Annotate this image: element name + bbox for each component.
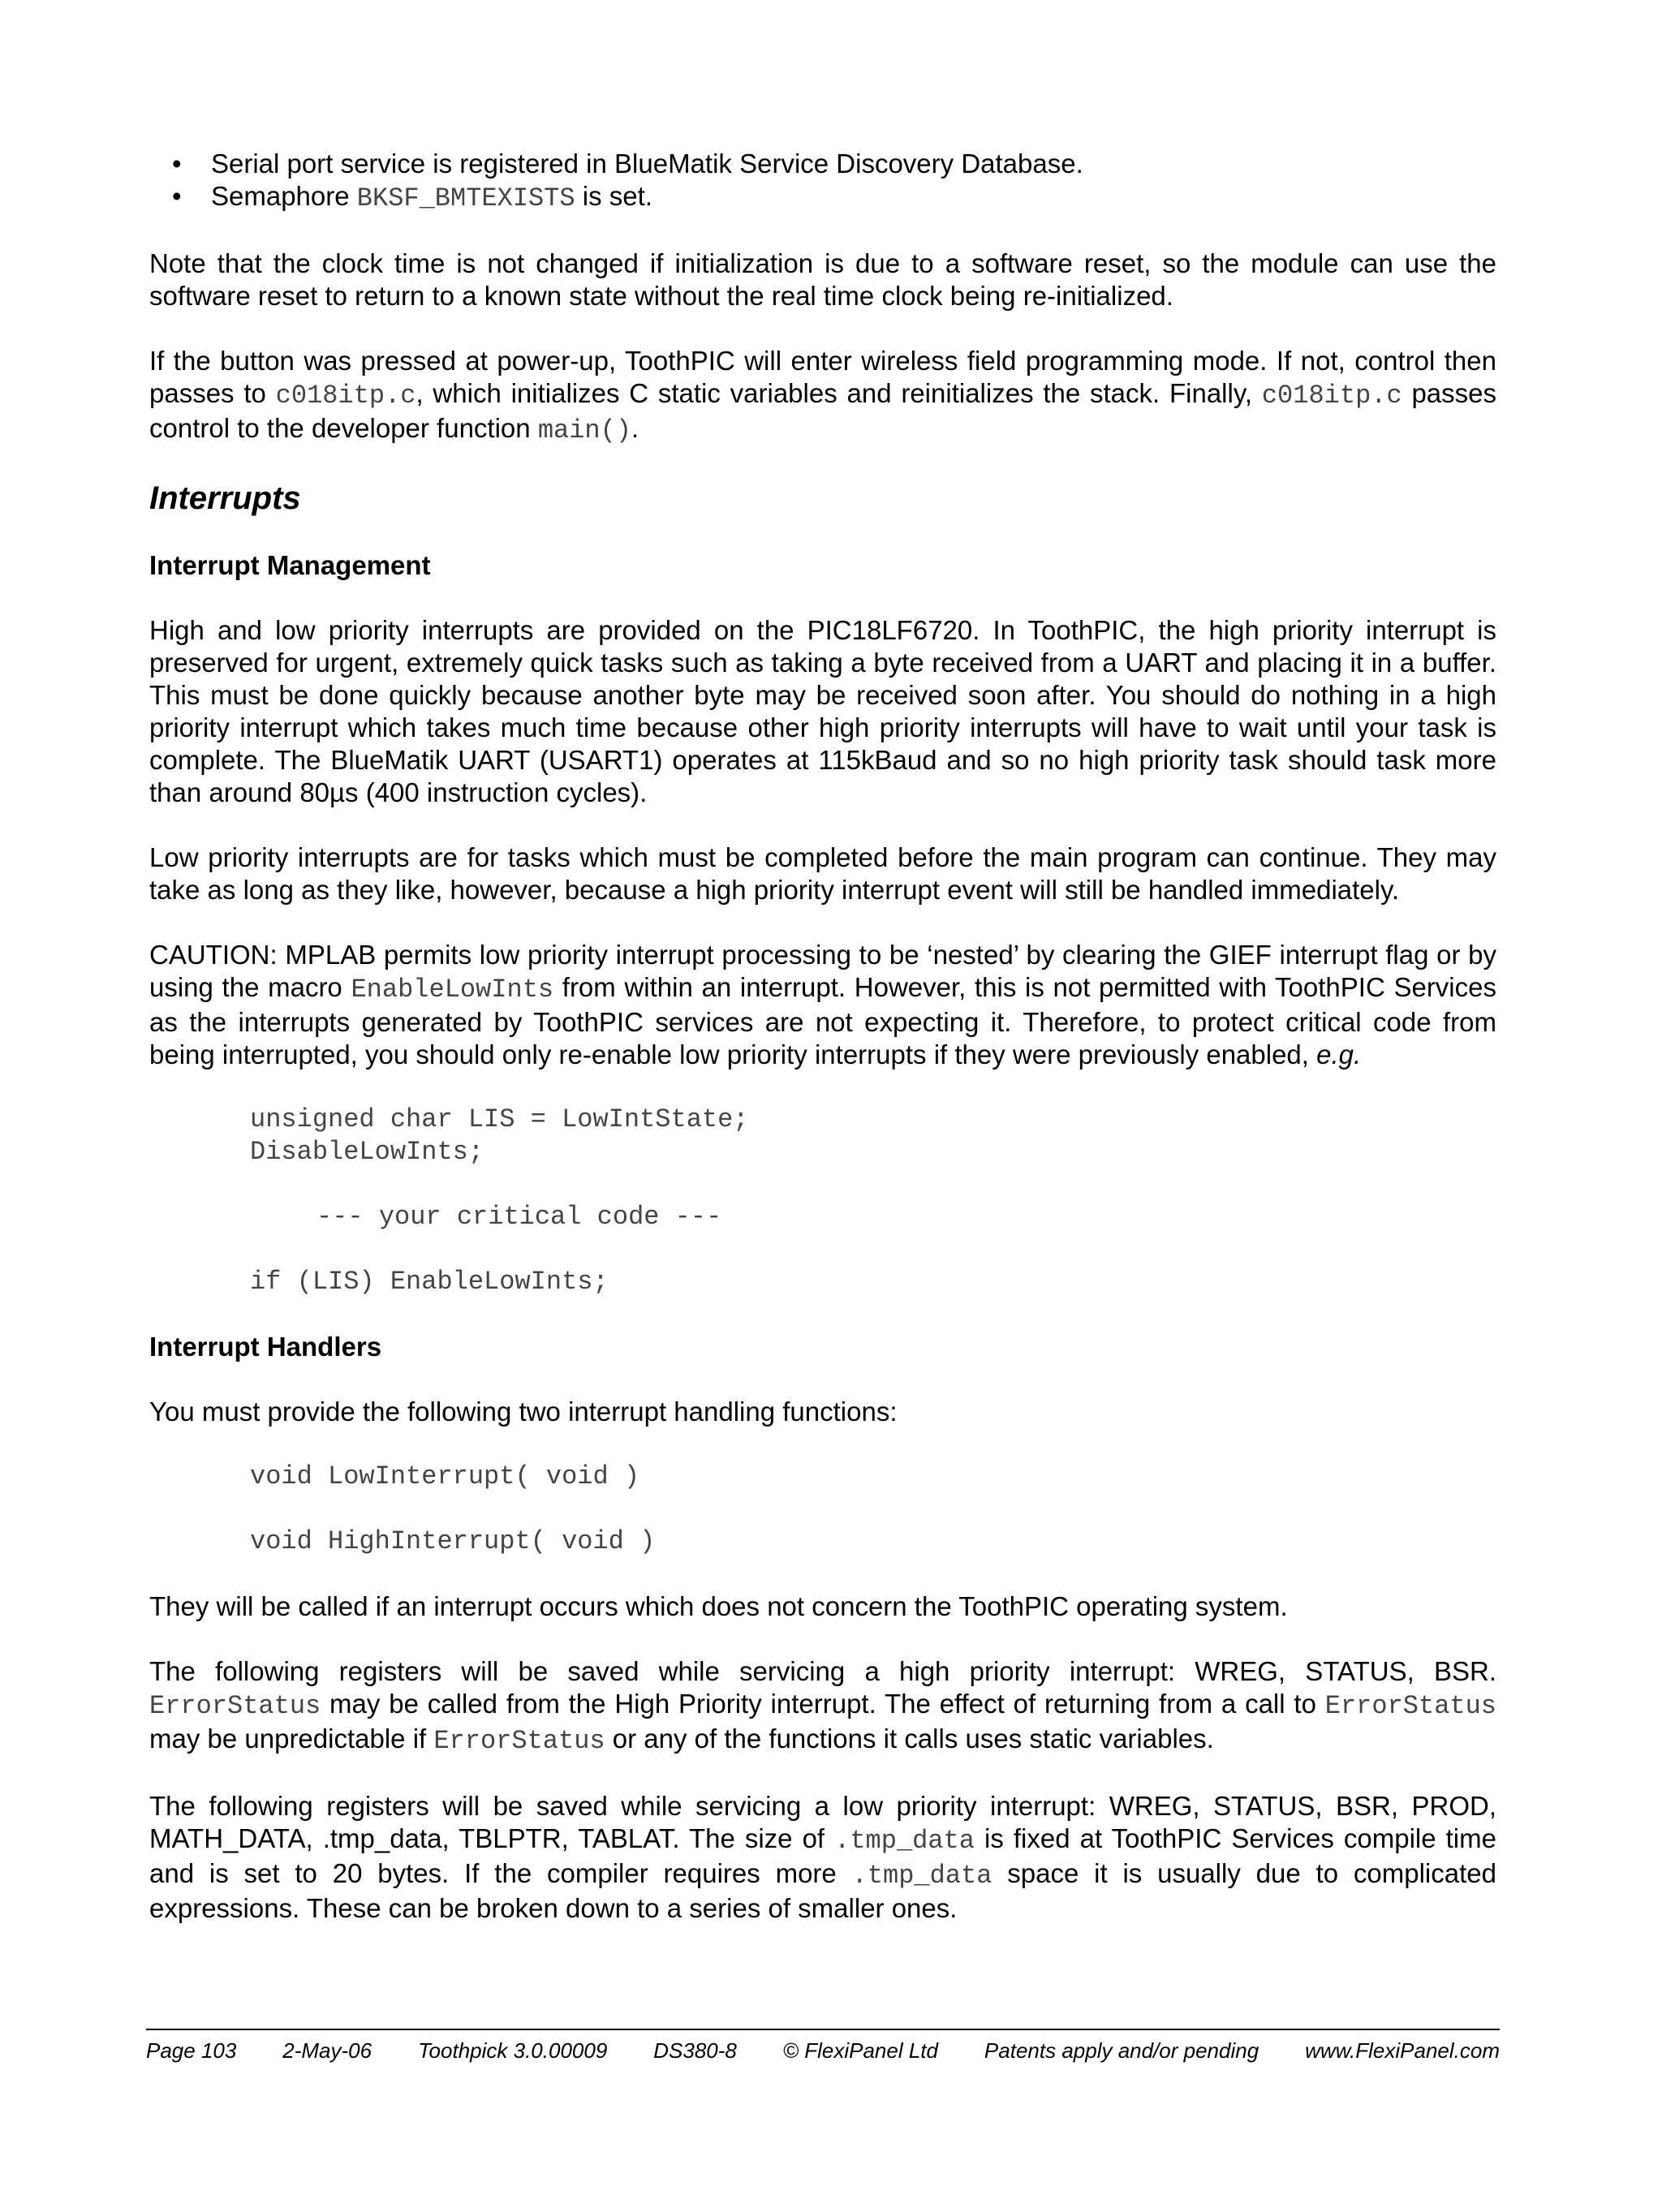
paragraph-provide: You must provide the following two interrupt handling functions: (149, 1396, 898, 1427)
text-run: . (631, 413, 639, 443)
code-block-handlers (149, 1461, 1496, 1558)
inline-code: EnableLowInts (351, 975, 554, 1005)
text-run: , which initializes C static variables and reinitializes the stack. Finally, (416, 378, 1262, 408)
inline-code: ErrorStatus (1324, 1691, 1496, 1721)
paragraph-caution (149, 939, 1496, 1071)
page-content (149, 148, 1496, 1957)
footer-url: www.FlexiPanel.com (1305, 2038, 1500, 2063)
bullet-text: Semaphore (211, 181, 357, 211)
paragraph-called: They will be called if an interrupt occurs which does not concern the ToothPIC operating system. (149, 1591, 1288, 1621)
code-line: void LowInterrupt( void ) (250, 1461, 640, 1491)
paragraph-low-priority: Low priority interrupts are for tasks which must be completed before the main program can continue. They may take as long as they like, however, because a high priority interrupt event will still be handled immediately. (149, 842, 1496, 905)
bullet-text: Serial port service is registered in BlueMatik Service Discovery Database. (211, 148, 1083, 179)
text-run: may be unpredictable if (149, 1724, 434, 1754)
code-line: if (LIS) EnableLowInts; (250, 1267, 609, 1297)
inline-code: c018itp.c (275, 381, 416, 411)
footer-product: Toothpick 3.0.00009 (418, 2038, 608, 2063)
text-run: from within an interrupt. However, this is not permitted with ToothPIC Services as the interrupts generated by ToothPIC services are not expecting it. Therefore, to protect critical code from being interrupted, you should only re-enable low priority interrupts if they were previously enabled, (149, 972, 1496, 1069)
text-run: is fixed at ToothPIC Services compile time and is set to 20 bytes. If the compiler requires more (149, 1823, 1496, 1888)
subheading-interrupt-management: Interrupt Management (149, 550, 431, 580)
footer-copyright: © FlexiPanel Ltd (782, 2038, 938, 2063)
text-run: If the button was pressed at power-up, ToothPIC will enter wireless field programming mode. If not, control then passes to (149, 346, 1496, 408)
bullet-list (149, 148, 1496, 215)
inline-code: ErrorStatus (433, 1726, 605, 1756)
text-run: CAUTION: MPLAB permits low priority interrupt processing to be ‘nested’ by clearing the GIEF interrupt flag or by using the macro (149, 940, 1496, 1002)
bullet-item (149, 148, 1496, 180)
inline-code: main() (537, 415, 632, 445)
footer-date: 2-May-06 (282, 2038, 372, 2063)
footer-patents: Patents apply and/or pending (984, 2038, 1259, 2063)
code-line: --- your critical code --- (316, 1202, 722, 1232)
text-run: may be called from the High Priority interrupt. The effect of returning from a call to (321, 1689, 1325, 1719)
italic-text: e.g. (1316, 1039, 1362, 1069)
code-line: void HighInterrupt( void ) (250, 1526, 656, 1556)
bullet-item (149, 180, 1496, 215)
page-footer (146, 2029, 1500, 2064)
footer-page-number: Page 103 (146, 2038, 237, 2063)
paragraph-high-registers (149, 1655, 1496, 1758)
inline-code: ErrorStatus (149, 1691, 321, 1721)
inline-code: c018itp.c (1261, 381, 1402, 411)
text-run: or any of the functions it calls uses static variables. (605, 1724, 1214, 1754)
text-run: The following registers will be saved while servicing a high priority interrupt: WREG, STATUS, BSR. (149, 1656, 1496, 1686)
inline-code: BKSF_BMTEXISTS (356, 183, 575, 213)
subheading-interrupt-handlers: Interrupt Handlers (149, 1332, 382, 1362)
code-block-critical (149, 1104, 1496, 1298)
section-heading-interrupts: Interrupts (149, 480, 301, 516)
paragraph-button (149, 345, 1496, 447)
code-line: unsigned char LIS = LowIntState; (250, 1104, 749, 1134)
paragraph-high-priority: High and low priority interrupts are provided on the PIC18LF6720. In ToothPIC, the high priority interrupt is preserved for urgent, extremely quick tasks such as taking a byte received from a UART and placing it in a buffer. This must be done quickly because another byte may be received soon after. You should do nothing in a high priority interrupt which takes much time because other high priority interrupts will have to wait until your task is complete. The BlueMatik UART (USART1) operates at 115kBaud and so no high priority task should task more than around 80µs (400 instruction cycles). (149, 615, 1496, 807)
text-run: space it is usually due to complicated expressions. These can be broken down to a series of smaller ones. (149, 1858, 1496, 1923)
text-run: The following registers will be saved while servicing a low priority interrupt: WREG, STATUS, BSR, PROD, MATH_DATA, .tmp_data, TBLPTR, TABLAT. The size of (149, 1791, 1496, 1853)
inline-code: .tmp_data (851, 1861, 992, 1891)
paragraph-clock: Note that the clock time is not changed if initialization is due to a software reset, so the module can use the software reset to return to a known state without the real time clock being re-initialized. (149, 248, 1496, 311)
text-run: passes control to the developer function (149, 378, 1497, 443)
bullet-text: is set. (575, 181, 652, 211)
paragraph-low-registers (149, 1790, 1496, 1925)
inline-code: .tmp_data (834, 1826, 975, 1856)
footer-doc-id: DS380-8 (653, 2038, 737, 2063)
code-line: DisableLowInts; (250, 1137, 484, 1167)
